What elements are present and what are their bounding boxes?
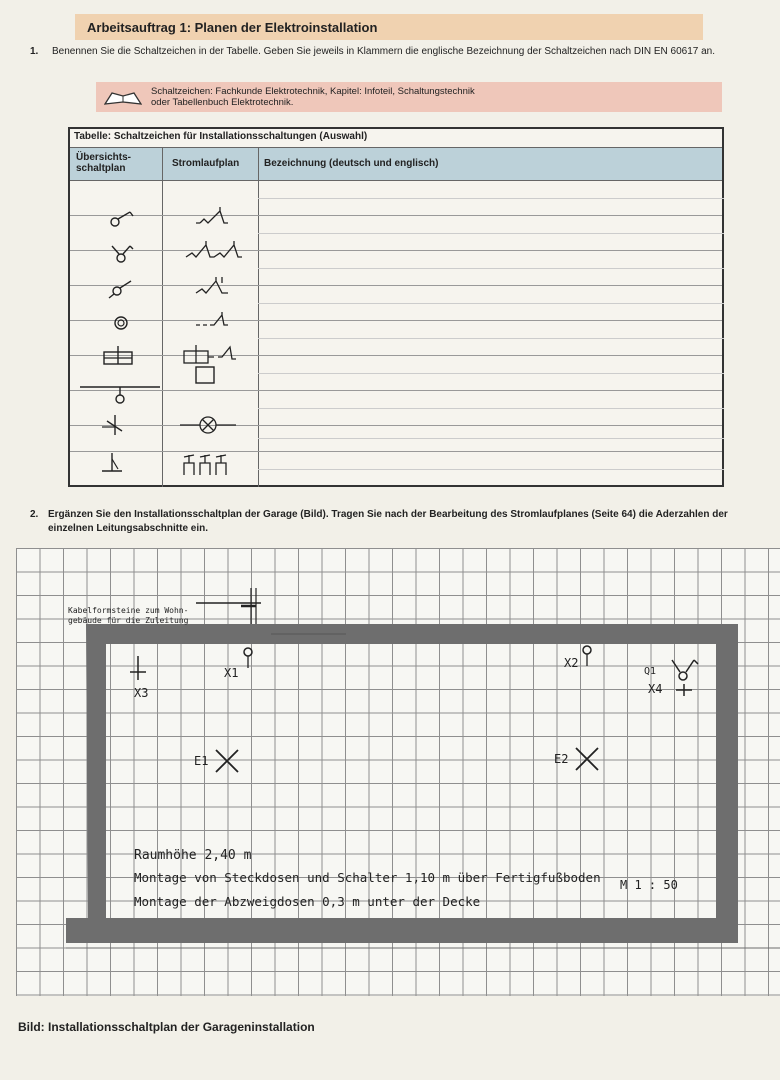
answer-line xyxy=(258,469,724,470)
row-divider xyxy=(70,355,722,356)
junction-box-icon xyxy=(80,379,160,405)
task-1 xyxy=(30,45,720,59)
row-divider xyxy=(70,451,722,452)
label-x2: X2 xyxy=(564,656,579,670)
room-height-note: Raumhöhe 2,40 m xyxy=(134,848,252,863)
socket-circuit-icon xyxy=(180,451,240,477)
table-header xyxy=(70,147,722,181)
answer-line xyxy=(258,198,724,199)
two-way-switch-icon xyxy=(106,277,136,299)
socket-switch-icon xyxy=(100,344,140,368)
scale-label: M 1 : 50 xyxy=(620,878,678,892)
push-button-circuit-icon xyxy=(194,311,234,333)
label-x1: X1 xyxy=(224,666,239,680)
table-caption: Tabelle: Schaltzeichen für Installationsschaltungen (Auswahl) xyxy=(74,131,368,142)
row-divider xyxy=(70,285,722,286)
col-circuit-header: Stromlaufplan xyxy=(172,158,240,169)
task-2-number: 2. xyxy=(30,509,39,520)
task-2 xyxy=(30,508,770,536)
installation-plan xyxy=(16,548,780,996)
book-icon xyxy=(104,90,142,106)
label-q1: Q1 xyxy=(644,666,657,677)
reference-line-2: oder Tabellenbuch Elektrotechnik. xyxy=(151,97,294,108)
label-x3: X3 xyxy=(134,686,149,700)
answer-line xyxy=(258,233,724,234)
row-divider xyxy=(70,425,722,426)
page-title: Arbeitsauftrag 1: Planen der Elektroinstallation xyxy=(75,14,703,40)
answer-line xyxy=(258,438,724,439)
task-1-text: Benennen Sie die Schaltzeichen in der Tabelle. Geben Sie jeweils in Klammern die englische Bezeichnung der Schaltzeichen nach DIN EN 60617 an. xyxy=(52,46,716,57)
task-2-text: Ergänzen Sie den Installationsschaltplan der Garage (Bild). Tragen Sie nach der Bearbeitung des Stromlaufplanes (Seite 64) die Aderzahlen der einzelnen Leitungsabschnitte ein. xyxy=(48,509,728,534)
figure-caption: Bild: Installationsschaltplan der Garageninstallation xyxy=(18,1020,315,1034)
task-1-number: 1. xyxy=(30,46,39,57)
row-divider xyxy=(70,320,722,321)
push-button-icon xyxy=(106,312,136,334)
lamp-circuit-icon xyxy=(178,415,238,435)
col-overview-header: Übersichts-schaltplan xyxy=(76,152,132,174)
two-way-circuit-icon xyxy=(194,275,234,297)
socket-overview-icon xyxy=(98,451,128,475)
switch-circuit-icon xyxy=(194,205,234,227)
cable-note-line-2: gebäude für die Zuleitung xyxy=(68,616,189,625)
reference-line-1: Schaltzeichen: Fachkunde Elektrotechnik, Kapitel: Infoteil, Schaltungstechnik xyxy=(151,86,475,97)
answer-line xyxy=(258,268,724,269)
label-x4: X4 xyxy=(648,682,663,696)
answer-line xyxy=(258,303,724,304)
lamp-overview-icon xyxy=(100,413,130,437)
col-divider xyxy=(162,147,163,487)
answer-line xyxy=(258,338,724,339)
mounting-note-sockets: Montage von Steckdosen und Schalter 1,10 m über Fertigfußboden xyxy=(134,870,601,885)
row-divider xyxy=(70,250,722,251)
mounting-note-boxes: Montage der Abzweigdosen 0,3 m unter der Decke xyxy=(134,894,481,909)
row-divider xyxy=(70,390,722,391)
col-name-header: Bezeichnung (deutsch und englisch) xyxy=(264,158,439,169)
answer-line xyxy=(258,408,724,409)
cable-note-line-1: Kabelformsteine zum Wohn- xyxy=(68,606,189,615)
label-e2: E2 xyxy=(554,752,569,766)
single-pole-switch-icon xyxy=(106,207,136,229)
series-switch-icon xyxy=(106,242,136,264)
label-e1: E1 xyxy=(194,754,209,768)
junction-box-circuit-icon xyxy=(194,365,218,385)
row-divider xyxy=(70,215,722,216)
answer-line xyxy=(258,373,724,374)
symbol-table xyxy=(68,127,724,487)
reference-box xyxy=(96,82,722,112)
series-switch-circuit-icon xyxy=(184,239,244,261)
